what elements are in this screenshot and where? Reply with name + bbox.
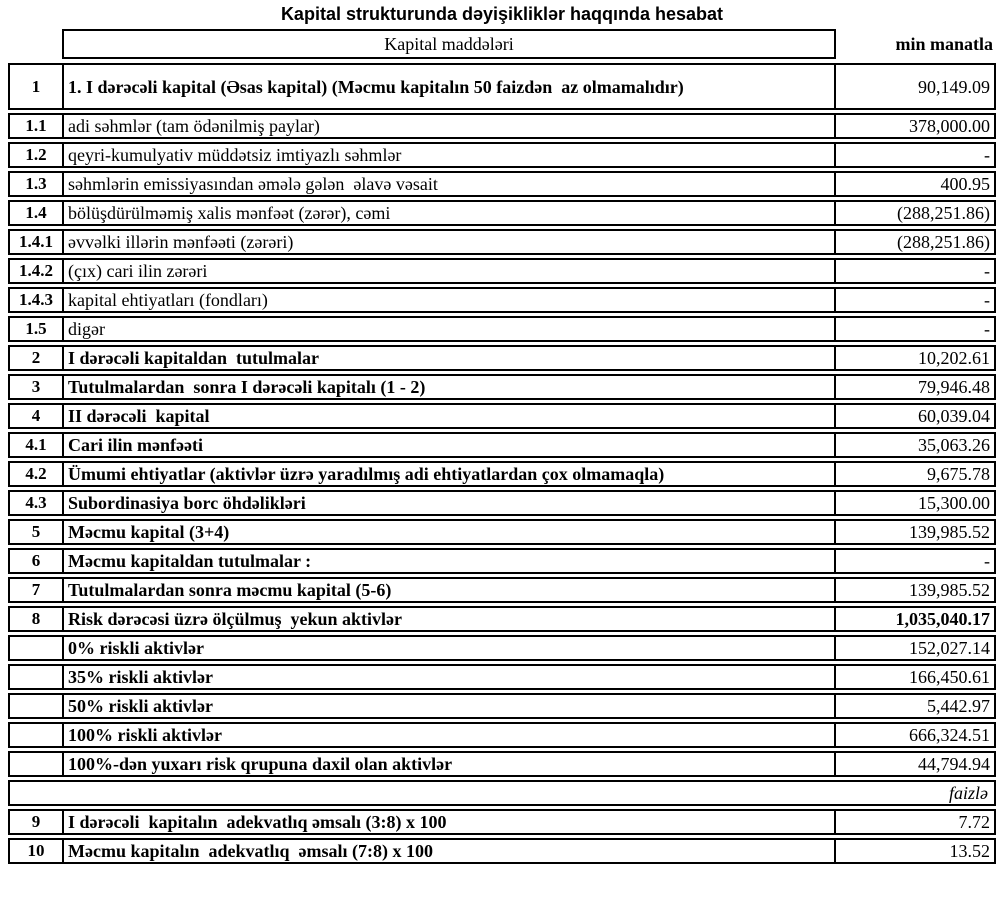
header-number-spacer (8, 29, 62, 59)
row-label: Cari ilin mənfəəti (62, 434, 836, 456)
row-value: - (984, 290, 990, 310)
table-row (8, 316, 996, 342)
row-value: 60,039.04 (918, 406, 990, 426)
row-label: 0% riskli aktivlər (62, 637, 836, 659)
row-label: 100%-dən yuxarı risk qrupuna daxil olan aktivlər (62, 753, 836, 775)
row-label: Risk dərəcəsi üzrə ölçülmuş yekun aktivlər (62, 608, 836, 630)
row-value: 1,035,040.17 (895, 609, 990, 629)
table-row (8, 229, 996, 255)
row-value: - (984, 145, 990, 165)
row-label: Tutulmalardan sonra I dərəcəli kapitalı (1 - 2) (62, 376, 836, 398)
row-number: 3 (31, 377, 41, 396)
row-label: 50% riskli aktivlər (62, 695, 836, 717)
row-label: Məcmu kapitalın adekvatlıq əmsalı (7:8) x 100 (62, 840, 836, 862)
row-value: (288,251.86) (897, 203, 990, 223)
table-row (8, 809, 996, 835)
row-label: Məcmu kapitaldan tutulmalar : (62, 550, 836, 572)
row-number: 4 (31, 406, 41, 425)
row-label: I dərəcəli kapitalın adekvatlıq əmsalı (3:8) x 100 (62, 811, 836, 833)
row-value: 79,946.48 (918, 377, 990, 397)
report-title: Kapital strukturunda dəyişikliklər haqqında hesabat (280, 4, 724, 24)
table-row (8, 693, 996, 719)
table-row (8, 200, 996, 226)
row-value: - (984, 261, 990, 281)
table-row (8, 403, 996, 429)
row-value: 10,202.61 (918, 348, 990, 368)
row-number: 4.2 (25, 464, 47, 483)
row-label: səhmlərin emissiyasından əmələ gələn əlavə vəsait (62, 173, 836, 195)
row-number: 6 (31, 551, 41, 570)
row-label: əvvəlki illərin mənfəəti (zərəri) (62, 231, 836, 253)
row-number: 1.3 (25, 174, 47, 193)
row-value: 35,063.26 (918, 435, 990, 455)
row-label: Ümumi ehtiyatlar (aktivlər üzrə yaradılmış adi ehtiyatlardan çox olmamaqla) (62, 463, 836, 485)
table-header (8, 29, 996, 59)
row-number: 1 (31, 76, 41, 96)
row-label: bölüşdürülməmiş xalis mənfəət (zərər), cəmi (62, 202, 836, 224)
row-value: 378,000.00 (909, 116, 990, 136)
table-row (8, 258, 996, 284)
row-number: 2 (31, 348, 41, 367)
row-label: 35% riskli aktivlər (62, 666, 836, 688)
row-label: digər (62, 318, 836, 340)
table-row (8, 838, 996, 864)
table-row (8, 606, 996, 632)
row-label: II dərəcəli kapital (62, 405, 836, 427)
row-number: 1.4 (25, 203, 47, 222)
table-row (8, 374, 996, 400)
table-row (8, 432, 996, 458)
row-number: 1.1 (25, 116, 47, 135)
table-row (8, 63, 996, 110)
row-value: 139,985.52 (909, 580, 990, 600)
table-row (8, 751, 996, 777)
row-value: 90,149.09 (918, 76, 990, 97)
row-value: 400.95 (940, 174, 990, 194)
row-number: 1.2 (25, 145, 47, 164)
table-row (8, 548, 996, 574)
row-value: (288,251.86) (897, 232, 990, 252)
row-number: 5 (31, 522, 41, 541)
row-number (10, 724, 62, 746)
row-value: 139,985.52 (909, 522, 990, 542)
row-value: 152,027.14 (909, 638, 990, 658)
row-number: 8 (31, 609, 41, 628)
row-number: 1.4.1 (19, 232, 53, 251)
column-header-unit: min manatla (895, 33, 993, 54)
table-row (8, 519, 996, 545)
row-label: I dərəcəli kapitaldan tutulmalar (62, 347, 836, 369)
row-value: 9,675.78 (927, 464, 990, 484)
row-number: 4.1 (25, 435, 47, 454)
table-row (8, 171, 996, 197)
table-row (8, 635, 996, 661)
row-label: qeyri-kumulyativ müddətsiz imtiyazlı səhmlər (62, 144, 836, 166)
table-row (8, 577, 996, 603)
table-row (8, 664, 996, 690)
row-value: - (984, 551, 990, 571)
row-value: - (984, 319, 990, 339)
row-number (10, 695, 62, 717)
row-number (10, 637, 62, 659)
row-label: Subordinasiya borc öhdəlikləri (62, 492, 836, 514)
row-value: 166,450.61 (909, 667, 990, 687)
row-number: 1.4.2 (19, 261, 53, 280)
row-label: kapital ehtiyatları (fondları) (62, 289, 836, 311)
unit-note-label: faizlə (949, 783, 988, 803)
table-row (8, 461, 996, 487)
row-value: 13.52 (949, 841, 990, 861)
row-label: Məcmu kapital (3+4) (62, 521, 836, 543)
table-body (8, 63, 996, 864)
row-number: 4.3 (25, 493, 47, 512)
row-value: 7.72 (958, 812, 990, 832)
row-number: 1.4.3 (19, 290, 53, 309)
row-label: (çıx) cari ilin zərəri (62, 260, 836, 282)
row-value: 44,794.94 (918, 754, 990, 774)
unit-note-row (8, 780, 996, 806)
row-number: 7 (31, 580, 41, 599)
table-row (8, 722, 996, 748)
row-number (10, 666, 62, 688)
table-row (8, 113, 996, 139)
column-header-items: Kapital maddələri (62, 29, 836, 59)
row-value: 5,442.97 (927, 696, 990, 716)
row-number: 10 (27, 841, 45, 860)
table-row (8, 345, 996, 371)
row-label: 1. I dərəcəli kapital (Əsas kapital) (Məcmu kapitalın 50 faizdən az olmamalıdır) (62, 65, 836, 108)
table-row (8, 490, 996, 516)
row-label: Tutulmalardan sonra məcmu kapital (5-6) (62, 579, 836, 601)
row-number: 9 (31, 812, 41, 831)
table-row (8, 142, 996, 168)
row-value: 15,300.00 (918, 493, 990, 513)
report-page (8, 4, 996, 864)
table-row (8, 287, 996, 313)
row-label: adi səhmlər (tam ödənilmiş paylar) (62, 115, 836, 137)
row-number: 1.5 (25, 319, 47, 338)
row-value: 666,324.51 (909, 725, 990, 745)
row-label: 100% riskli aktivlər (62, 724, 836, 746)
row-number (10, 753, 62, 775)
